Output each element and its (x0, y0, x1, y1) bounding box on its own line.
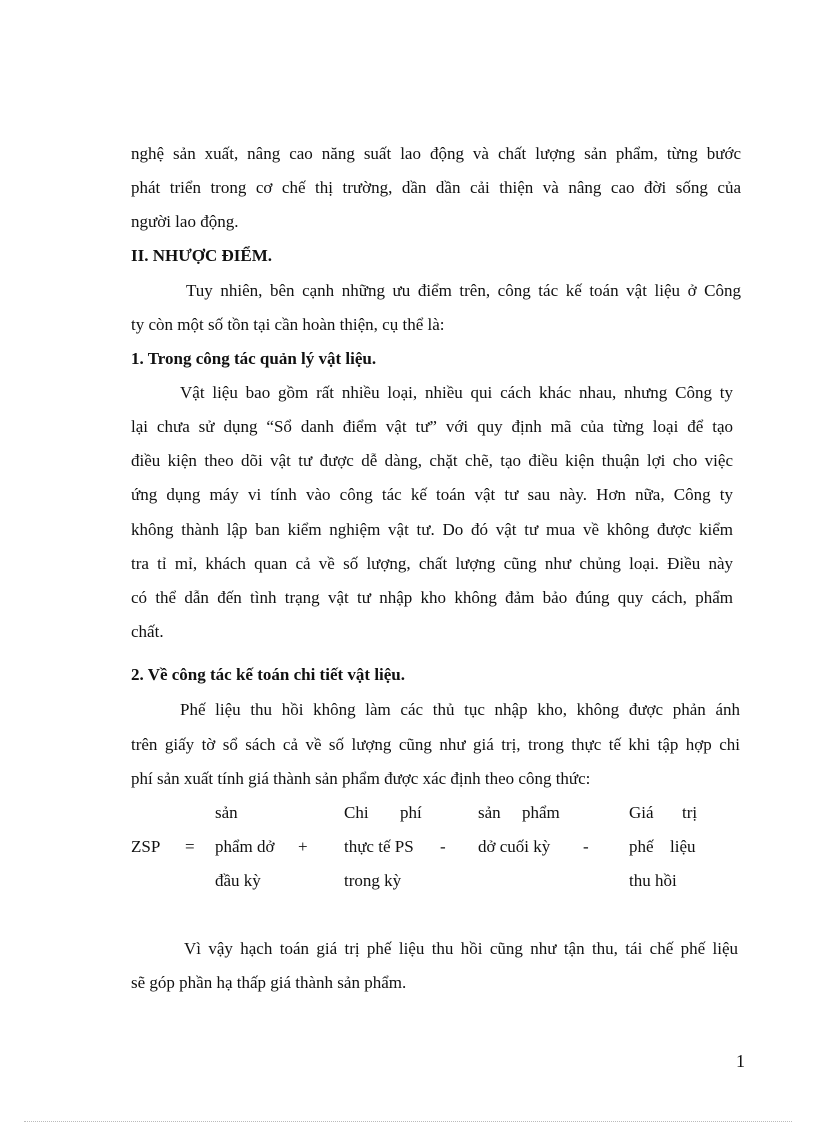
formula-term2-line1b: phí (400, 803, 422, 822)
formula-term3-line2: dở cuối kỳ (478, 837, 551, 856)
formula-lhs: ZSP (131, 837, 161, 856)
sub2-line-2: trên giấy tờ sổ sách cả về số lượng cũng như giá trị, trong thực tế khi tập hợp chi (131, 735, 740, 754)
sub1-line-2: lại chưa sử dụng “Sổ danh điểm vật tư” với quy định mã của từng loại để tạo (131, 417, 733, 436)
sub1-line-5: không thành lập ban kiểm nghiệm vật tư. Do đó vật tư mua về không được kiểm (131, 520, 733, 539)
section-heading: II. NHƯỢC ĐIỂM. (131, 246, 273, 265)
sub1-heading: 1. Trong công tác quản lý vật liệu. (131, 349, 377, 368)
formula-minus-2: - (583, 837, 589, 856)
sub1-line-8: chất. (131, 622, 164, 641)
para1-line-2: ty còn một số tồn tại cần hoàn thiện, cụ thể là: (131, 315, 445, 334)
formula-term2-line3: trong kỳ (344, 871, 402, 890)
sub2-heading: 2. Về công tác kế toán chi tiết vật liệu. (131, 665, 406, 684)
intro-line-1: nghệ sản xuất, nâng cao năng suất lao động và chất lượng sản phẩm, từng bước (131, 144, 741, 163)
formula-equals: = (185, 837, 195, 856)
sub1-line-1: Vật liệu bao gồm rất nhiều loại, nhiều qui cách khác nhau, nhưng Công ty (180, 383, 733, 402)
formula-plus: + (298, 837, 308, 856)
sub2-line-1: Phế liệu thu hồi không làm các thủ tục nhập kho, không được phản ánh (180, 700, 740, 719)
intro-line-2: phát triển trong cơ chế thị trường, dần dần cải thiện và nâng cao đời sống của (131, 178, 741, 197)
formula-term1-line2: phẩm dở (215, 837, 275, 856)
formula-term1-line3: đầu kỳ (215, 871, 261, 890)
formula-term2-line2: thực tế PS (344, 837, 414, 856)
conclusion-line-1: Vì vậy hạch toán giá trị phế liệu thu hồi cũng như tận thu, tái chế phế liệu (184, 939, 738, 958)
formula-term4-line3: thu hồi (629, 871, 677, 890)
formula-term3-line1: sản (478, 803, 501, 822)
para1-line-1: Tuy nhiên, bên cạnh những ưu điểm trên, công tác kế toán vật liệu ở Công (186, 281, 741, 300)
formula-term1-line1: sản (215, 803, 238, 822)
formula-term2-line1: Chi (344, 803, 369, 822)
intro-line-3: người lao động. (131, 212, 239, 231)
formula-term4-line1: Giá (629, 803, 654, 822)
formula-term4-line2: phế (629, 837, 654, 856)
sub1-line-7: có thể dẫn đến tình trạng vật tư nhập kho không đảm bảo đúng quy cách, phẩm (131, 588, 733, 607)
sub2-line-3: phí sản xuất tính giá thành sản phẩm được xác định theo công thức: (131, 769, 591, 788)
footer-divider (24, 1121, 792, 1122)
formula-term4-line2b: liệu (670, 837, 696, 856)
page-number: 1 (736, 1051, 745, 1071)
formula-term3-line1b: phẩm (522, 803, 560, 822)
sub1-line-6: tra tỉ mỉ, khách quan cả về số lượng, chất lượng cũng như chủng loại. Điều này (131, 554, 733, 573)
sub1-line-4: ứng dụng máy vi tính vào công tác kế toán vật tư sau này. Hơn nữa, Công ty (131, 485, 733, 504)
formula-term4-line1b: trị (682, 803, 698, 822)
conclusion-line-2: sẽ góp phần hạ thấp giá thành sản phẩm. (131, 973, 407, 992)
formula-minus-1: - (440, 837, 446, 856)
sub1-line-3: điều kiện theo dõi vật tư được dễ dàng, chặt chẽ, tạo điều kiện thuận lợi cho việc (131, 451, 733, 470)
